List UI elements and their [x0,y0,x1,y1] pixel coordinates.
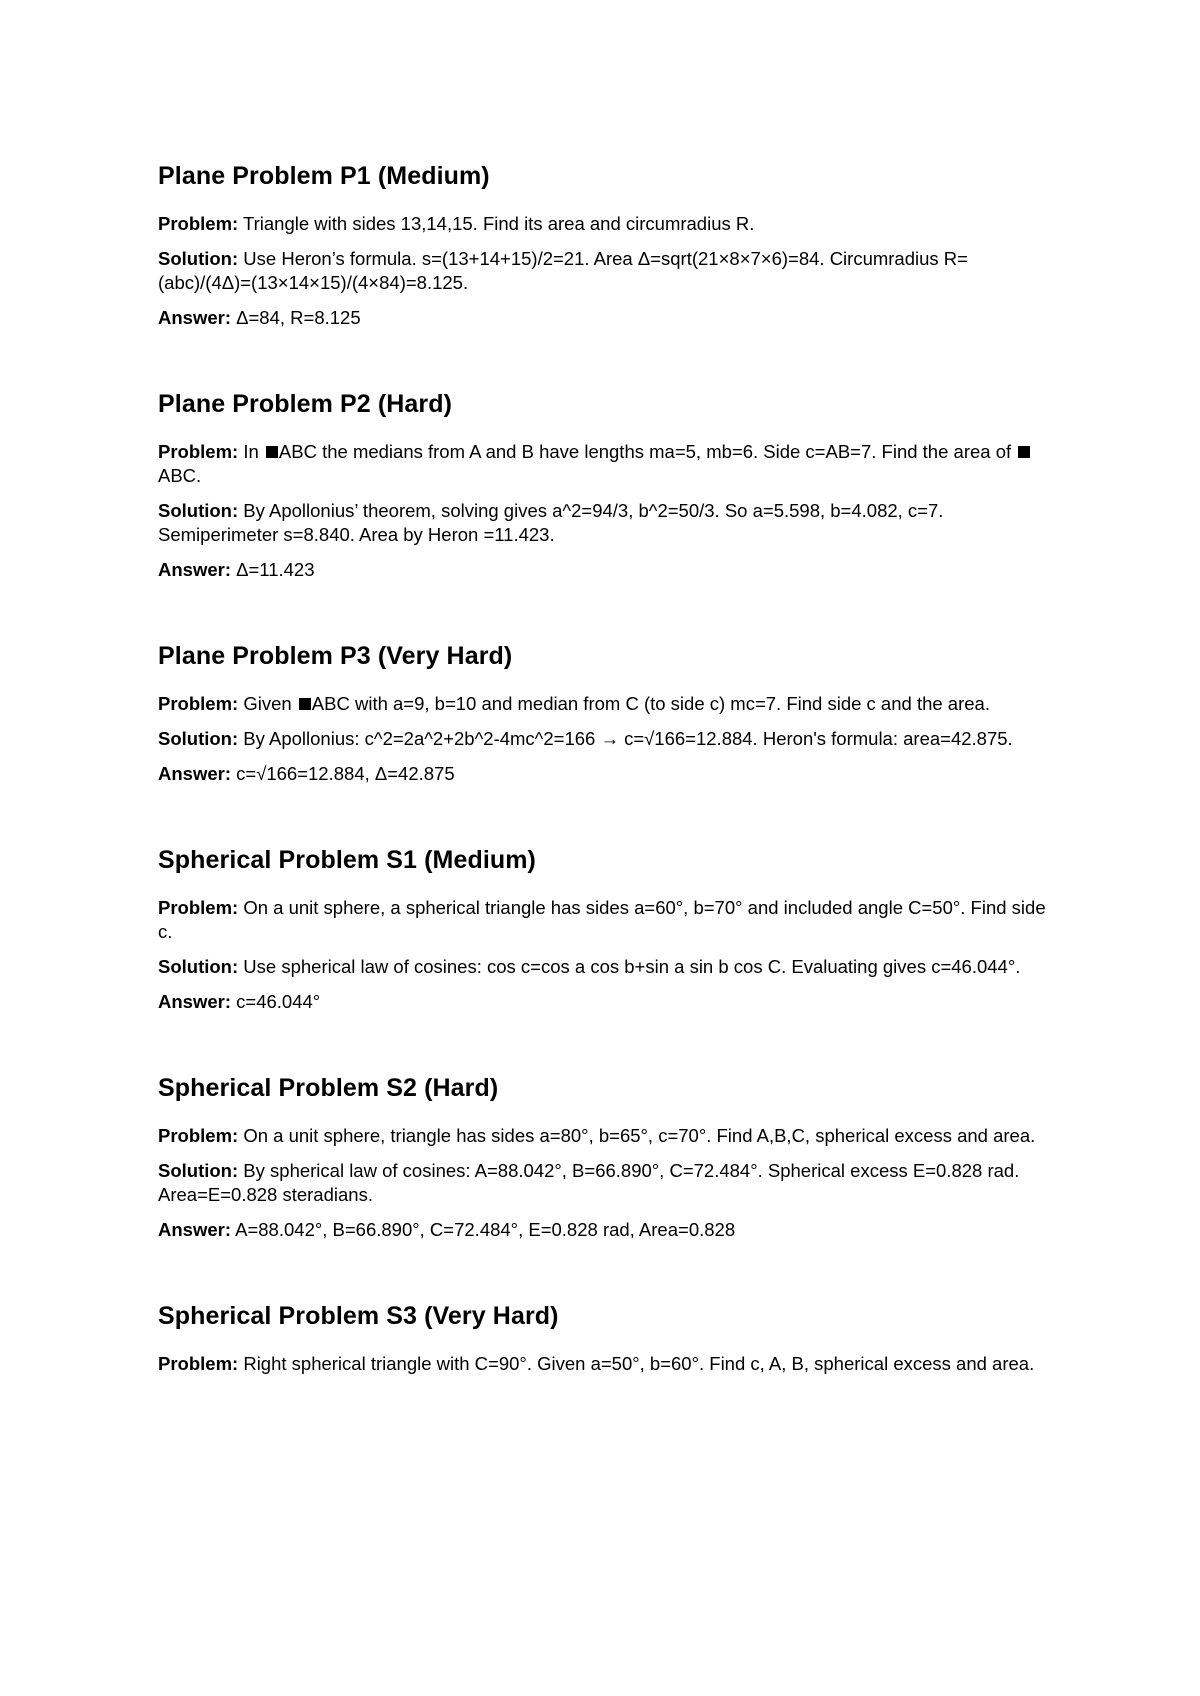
problem-text-part: ABC the medians from A and B have lengths ma=5, mb=6. Side c=AB=7. Find the area of [278,441,1017,462]
solution-label: Solution: [158,248,239,269]
solution-text: By Apollonius: c^2=2a^2+2b^2-4mc^2=166 → c=√166=12.884. Heron's formula: area=42.875. [243,728,1013,749]
solution-paragraph [158,727,1058,751]
solution-text: Use spherical law of cosines: cos c=cos a cos b+sin a sin b cos C. Evaluating gives c=46.044°. [243,956,1021,977]
answer-paragraph [158,990,1058,1014]
solution-label: Solution: [158,1160,239,1181]
solution-label: Solution: [158,956,239,977]
solution-text: By Apollonius’ theorem, solving gives a^2=94/3, b^2=50/3. So a=5.598, b=4.082, c=7. Semiperimeter s=8.840. Area by Heron =11.423. [158,500,944,545]
answer-label: Answer: [158,991,231,1012]
problem-label: Problem: [158,441,239,462]
section-plane-p1 [158,158,1058,330]
solution-paragraph [158,1159,1058,1207]
triangle-glyph-icon [1018,446,1030,458]
solution-paragraph [158,247,1058,295]
problem-label: Problem: [158,897,239,918]
answer-text: A=88.042°, B=66.890°, C=72.484°, E=0.828 rad, Area=0.828 [235,1219,736,1240]
section-title: Spherical Problem S1 (Medium) [158,846,536,874]
answer-text: Δ=11.423 [236,559,315,580]
section-title: Spherical Problem S2 (Hard) [158,1074,499,1102]
section-plane-p3 [158,638,1058,786]
problem-text: On a unit sphere, triangle has sides a=80°, b=65°, c=70°. Find A,B,C, spherical excess and area. [243,1125,1036,1146]
answer-text: c=√166=12.884, Δ=42.875 [236,763,455,784]
problem-text-part: ABC with a=9, b=10 and median from C (to side c) mc=7. Find side c and the area. [311,693,990,714]
problem-paragraph [158,692,1058,716]
problem-label: Problem: [158,213,239,234]
answer-label: Answer: [158,763,231,784]
section-title: Plane Problem P2 (Hard) [158,390,453,418]
solution-paragraph [158,955,1058,979]
solution-paragraph [158,499,1058,547]
answer-paragraph [158,306,1058,330]
problem-paragraph [158,212,1058,236]
problem-paragraph [158,440,1058,488]
triangle-glyph-icon [266,446,278,458]
answer-text: Δ=84, R=8.125 [236,307,361,328]
solution-label: Solution: [158,500,239,521]
triangle-glyph-icon [299,698,311,710]
answer-paragraph [158,1218,1058,1242]
problem-label: Problem: [158,693,239,714]
section-title: Spherical Problem S3 (Very Hard) [158,1302,559,1330]
answer-paragraph [158,762,1058,786]
problem-text: On a unit sphere, a spherical triangle has sides a=60°, b=70° and included angle C=50°. Find side c. [158,897,1046,942]
problem-paragraph [158,1124,1058,1148]
document-page [158,158,1058,1376]
solution-label: Solution: [158,728,239,749]
answer-text: c=46.044° [236,991,321,1012]
solution-text: Use Heron’s formula. s=(13+14+15)/2=21. Area Δ=sqrt(21×8×7×6)=84. Circumradius R=(abc)/(4Δ)=(13×14×15)/(4×84)=8.125. [158,248,968,293]
answer-paragraph [158,558,1058,582]
problem-paragraph [158,1352,1058,1376]
section-spherical-s3 [158,1298,1058,1376]
section-spherical-s1 [158,842,1058,1014]
solution-text: By spherical law of cosines: A=88.042°, B=66.890°, C=72.484°. Spherical excess E=0.828 rad. Area=E=0.828 steradians. [158,1160,1020,1205]
answer-label: Answer: [158,1219,231,1240]
problem-text-part: In [243,441,264,462]
section-title: Plane Problem P3 (Very Hard) [158,642,513,670]
problem-text: Triangle with sides 13,14,15. Find its area and circumradius R. [243,213,755,234]
section-plane-p2 [158,386,1058,582]
problem-text: Right spherical triangle with C=90°. Given a=50°, b=60°. Find c, A, B, spherical excess and area. [243,1353,1035,1374]
section-spherical-s2 [158,1070,1058,1242]
problem-label: Problem: [158,1125,239,1146]
answer-label: Answer: [158,559,231,580]
section-title: Plane Problem P1 (Medium) [158,162,490,190]
problem-text-part: ABC. [158,465,202,486]
problem-label: Problem: [158,1353,239,1374]
answer-label: Answer: [158,307,231,328]
problem-text-part: Given [243,693,297,714]
problem-paragraph [158,896,1058,944]
